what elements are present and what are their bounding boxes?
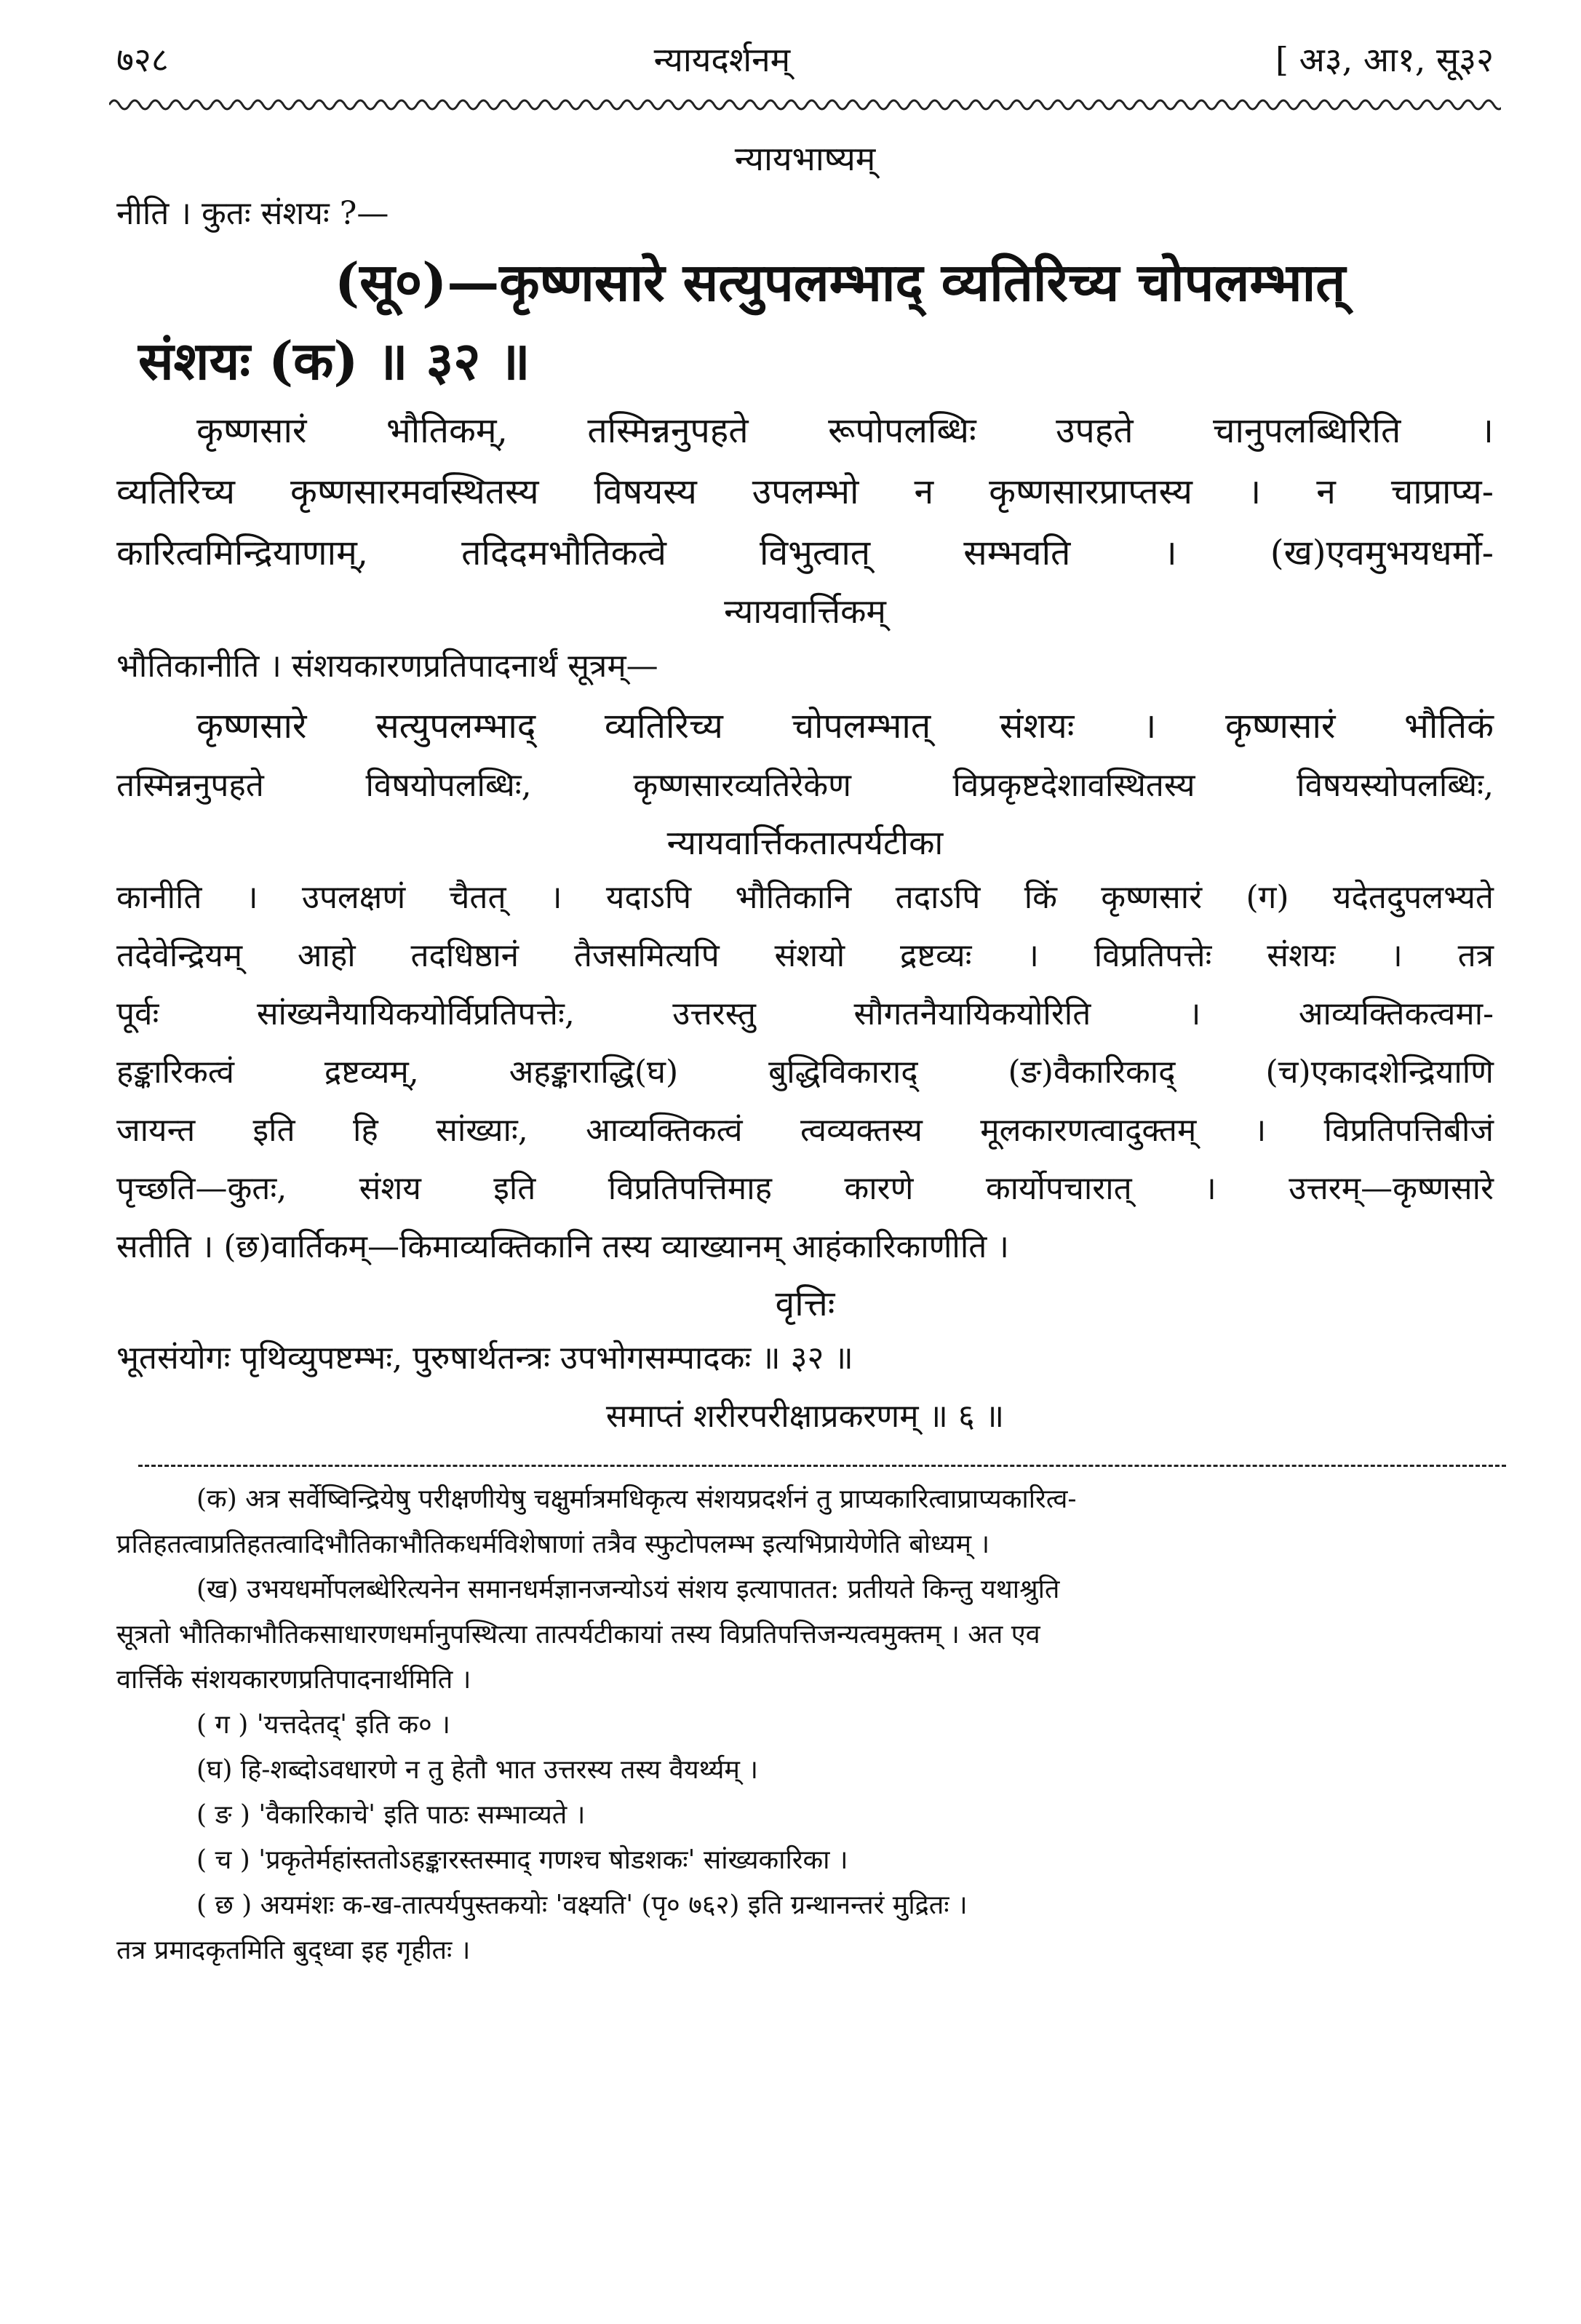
sutra-line: (सू०)—कृष्णसारे सत्युपलम्भाद् व्यतिरिच्य चोपलम्भात् (335, 251, 1346, 313)
footnote-divider (138, 1465, 1506, 1467)
tika-line: सतीति । (छ)वार्तिकम्—किमाव्यक्तिकानि तस्य व्याख्यानम् आहंकारिकाणीति । (116, 1228, 1009, 1265)
footnote-line: सूत्रतो भौतिकाभौतिकसाधारणधर्मानुपस्थित्या तात्पर्यटीकायां तस्य विप्रतिपत्तिजन्यत्वमुक्तम् । अत एव (116, 1620, 1040, 1650)
bhashya-line: कारित्वमिन्द्रियाणाम्, तदिदमभौतिकत्वे विभुत्वात् सम्भवति । (ख)एवमुभयधर्मो- (116, 533, 1494, 573)
vartika-body (116, 696, 1494, 815)
wavy-rule (109, 95, 1501, 115)
footnote-line: तत्र प्रमादकृतमिति बुद्ध्वा इह गृहीतः । (116, 1935, 471, 1965)
running-title: न्यायदर्शनम् (653, 40, 791, 79)
vritti-line: भूतसंयोगः पृथिव्युपष्टम्भः, पुरुषार्थतन्त्रः उपभोगसम्पादकः ॥ ३२ ॥ (116, 1340, 853, 1377)
bhashya-intro: नीति । कुतः संशयः ?— (116, 195, 389, 232)
vartika-line: तस्मिन्ननुपहते विषयोपलब्धिः, कृष्णसारव्यतिरेकेण विप्रकृष्टदेशावस्थितस्य विषयस्योपलब्धिः, (116, 767, 1494, 804)
footnote-line: (घ) हि-शब्दोऽवधारणे न तु हेतौ भात उत्तरस्य तस्य वैयर्थ्यम् । (196, 1755, 758, 1785)
tika-line: पृच्छति—कुतः, संशय इति विप्रतिपत्तिमाह कारणे कार्योपचारात् । उत्तरम्—कृष्णसारे (116, 1170, 1494, 1207)
vartika-title: न्यायवार्त्तिकम् (724, 592, 886, 631)
footnote-line: ( ङ ) 'वैकारिकाचे' इति पाठः सम्भाव्यते । (196, 1800, 586, 1830)
tika-line: हङ्कारिकत्वं द्रष्टव्यम्, अहङ्काराद्धि(घ) बुद्धिविकाराद् (ङ)वैकारिकाद् (च)एकादशेन्द्रियाणि (116, 1054, 1494, 1091)
tika-line: कानीति । उपलक्षणं चैतत् । यदाऽपि भौतिकानि तदाऽपि किं कृष्णसारं (ग) यदेतदुपलभ्यते (116, 879, 1494, 916)
footnote-line: ( ग ) 'यत्तदेतद्' इति क० । (196, 1710, 450, 1740)
section-reference: [ अ३, आ१, सू३२ (1275, 40, 1494, 79)
bhashya-body (116, 400, 1494, 584)
tika-body (116, 869, 1494, 1276)
bhashya-line: कृष्णसारं भौतिकम्, तस्मिन्ननुपहते रूपोपलब्धिः उपहते चानुपलब्धिरिति । (196, 410, 1494, 451)
footnote-line: वार्त्तिके संशयकारणप्रतिपादनार्थमिति । (116, 1665, 471, 1695)
bhashya-title: न्यायभाष्यम् (734, 139, 876, 178)
footnote-line: ( च ) 'प्रकृतेर्महांस्ततोऽहङ्कारस्तस्माद् गणश्च षोडशकः' सांख्यकारिका । (196, 1845, 848, 1875)
page-header (116, 36, 1494, 95)
footnote-line: प्रतिहतत्वाप्रतिहतत्वादिभौतिकाभौतिकधर्मविशेषाणां तत्रैव स्फुटोपलम्भ इत्यभिप्रायेणेति बोध्यम् । (116, 1529, 990, 1559)
tika-line: पूर्वः सांख्यनैयायिकयोर्विप्रतिपत्तेः, उत्तरस्तु सौगतनैयायिकयोरिति । आव्यक्तिकत्वमा- (116, 995, 1494, 1032)
sutra-line: संशयः (क) ॥ ३२ ॥ (138, 330, 530, 391)
vartika-intro: भौतिकानीति । संशयकारणप्रतिपादनार्थं सूत्रम्— (116, 648, 658, 685)
page-number: ७२८ (116, 40, 169, 79)
prakarana-closing: समाप्तं शरीरपरीक्षाप्रकरणम् ॥ ६ ॥ (605, 1398, 1005, 1435)
tika-title: न्यायवार्त्तिकतात्पर्यटीका (666, 823, 944, 862)
tika-line: तदेवेन्द्रियम् आहो तदधिष्ठानं तैजसमित्यपि संशयो द्रष्टव्यः । विप्रतिपत्तेः संशयः । तत्र (116, 937, 1494, 974)
tika-line: जायन्त इति हि सांख्याः, आव्यक्तिकत्वं त्वव्यक्तस्य मूलकारणत्वादुक्तम् । विप्रतिपत्तिबीजं (116, 1112, 1494, 1149)
footnote-line: ( छ ) अयमंशः क-ख-तात्पर्यपुस्तकयोः 'वक्ष्यति' (पृ० ७६२) इति ग्रन्थानन्तरं मुद्रितः । (196, 1890, 968, 1920)
footnotes (116, 1477, 1494, 1973)
vartika-line: कृष्णसारे सत्युपलम्भाद् व्यतिरिच्य चोपलम्भात् संशयः । कृष्णसारं भौतिकं (196, 706, 1494, 747)
footnote-line: (ख) उभयधर्मोपलब्धेरित्यनेन समानधर्मज्ञानजन्योऽयं संशय इत्यापातत: प्रतीयते किन्तु यथाश्रुति (196, 1575, 1060, 1604)
vritti-title: वृत्तिः (775, 1284, 835, 1324)
footnote-line: (क) अत्र सर्वेष्विन्द्रियेषु परीक्षणीयेषु चक्षुर्मात्रमधिकृत्य संशयप्रदर्शनं तु प्राप्यकारित्वाप्राप्यकारित्व- (196, 1484, 1077, 1514)
bhashya-line: व्यतिरिच्य कृष्णसारमवस्थितस्य विषयस्य उपलम्भो न कृष्णसारप्राप्तस्य । न चाप्राप्य- (116, 471, 1494, 512)
